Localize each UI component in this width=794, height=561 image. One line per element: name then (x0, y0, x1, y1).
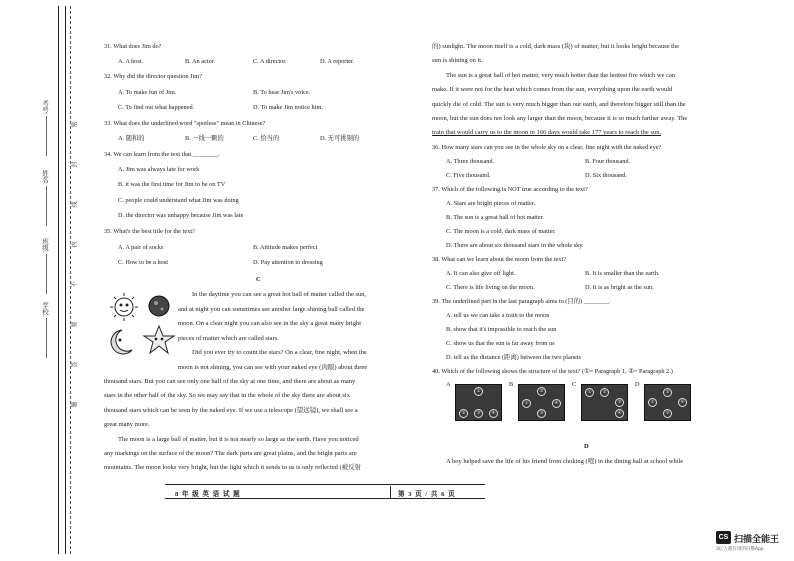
option: B. it was the first time for Jim to be on TV (118, 181, 226, 188)
sun-icon (110, 293, 138, 321)
option: D. There are about six thousand stars in the whole sky. (446, 242, 584, 249)
option: A. tell us we can take a train to the moon (446, 312, 550, 319)
option: D. To make Jim notice him. (253, 104, 323, 111)
name-blank (46, 186, 47, 226)
passage-line: great many more. (104, 421, 150, 428)
seal-char: 题 (72, 401, 79, 408)
footer-rule-bottom (165, 498, 485, 499)
option-label: C (572, 381, 577, 388)
option: A. It can also give off light. (446, 270, 516, 277)
exam-number-label: 考号: (41, 100, 48, 115)
scanner-tagline: 3亿人都在用的扫描App (716, 547, 764, 552)
passage-line: moon is not shining, you can see with your naked eye (肉眼) about three (178, 364, 368, 371)
option: A. A pair of socks (118, 244, 164, 251)
question-stem: 37. Which of the following is NOT true according to the text? (432, 186, 588, 193)
option: C. To find out what happened. (118, 104, 195, 111)
school-blank (46, 318, 47, 358)
option: D. 无可挑剔的 (320, 135, 360, 142)
option: C. There is life living on the moon. (446, 284, 535, 291)
question-stem: 31. What does Jim do? (104, 43, 162, 50)
seal-char: 答 (72, 361, 79, 368)
section-heading: D (584, 443, 589, 450)
section-heading: C (256, 276, 261, 283)
passage-line: moon. On a clear night you can also see in the sky a great many bright (178, 320, 362, 327)
passage-line: In the daytime you can see a great hot ball of matter called the sun, (192, 291, 367, 298)
option: D. It is as bright as the sun. (585, 284, 654, 291)
option: C. 恰当的 (253, 135, 280, 142)
star-icon (144, 326, 174, 353)
footer-page-number: 第 3 页 / 共 6 页 (398, 491, 456, 498)
passage-line: moon, but the sun does not look any larger than the moon, because it is so much farther away. The (432, 115, 688, 122)
question-stem: 33. What does the underlined word "spotless" mean in Chinese? (104, 120, 266, 127)
option: C. people could understand what Jim was doing (118, 197, 239, 204)
option: B. show that it's impossible to reach the sun (446, 326, 557, 333)
passage-line: stars in the other half of the sky. So we may say that in the whole of the sky there are about six (104, 392, 350, 399)
question-stem: 35. What's the best title for the text? (104, 228, 195, 235)
option: C. A director. (253, 58, 287, 65)
passage-line: pieces of matter which are called stars. (178, 335, 279, 342)
seal-char: 线 (72, 201, 79, 208)
structure-diagram-d: ① ② ③ ④ (644, 384, 691, 421)
sun-moon-stars-illustration (104, 290, 184, 360)
passage-line: sun is shining on it. (432, 57, 483, 64)
seal-char: 封 (72, 161, 79, 168)
footer-rule-top (165, 484, 485, 485)
seal-char: 密 (72, 121, 79, 128)
passage-line: Did you ever try to count the stars? On a clear, fine night, when the (192, 349, 367, 356)
passage-line: A boy helped save the life of his friend from choking (噎) in the dining hall at school while (446, 458, 684, 465)
number-blank (46, 116, 47, 156)
option: D. the director was unhappy because Jim was late (118, 212, 244, 219)
question-stem: 32. Why did the director question Jim? (104, 73, 202, 80)
scanner-app-name: 扫描全能王 (734, 535, 780, 545)
option: B. 一线一颗的 (185, 135, 224, 142)
option: B. Attitude makes perfect (253, 244, 318, 251)
school-label: 学校: (41, 302, 48, 317)
option: A. Stars are bright pieces of matter. (446, 200, 536, 207)
option: A. Three thousand. (446, 158, 495, 165)
option: C. show us that the sun is far away from us (446, 340, 555, 347)
structure-diagram-b: ① ② ③ ④ (518, 384, 565, 421)
option: D. tell us the distance (距离) between the two planets (446, 354, 581, 361)
option: D. Six thousand. (585, 172, 627, 179)
option-label: B (509, 381, 514, 388)
option: D. A reporter. (320, 58, 355, 65)
option: D. Pay attention to dressing (253, 259, 323, 266)
question-stem: 40. Which of the following shows the structure of the text? (①= Paragraph 1, ②= Paragraph 2.) (432, 368, 673, 375)
passage-line: make. If it were not for the heat which comes from the sun, everything upon the earth would (432, 86, 673, 93)
option: B. To hear Jim's voice. (253, 89, 311, 96)
question-stem: 34. We can learn from the text that ________. (104, 151, 220, 158)
option: C. The moon is a cold, dark mass of matter. (446, 228, 556, 235)
moon-icon (111, 330, 132, 354)
passage-line: quickly die of cold. The sun is very much bigger than our earth, and therefore bigger still than the (432, 101, 686, 108)
option: B. An actor. (185, 58, 216, 65)
option: C. How to be a host (118, 259, 169, 266)
structure-diagram-a: ① ② ③ ④ (455, 384, 502, 421)
footer-divider (390, 486, 391, 498)
class-blank (46, 254, 47, 294)
passage-line: thousand stars. But you can see only one half of the sky at one time, and there are about as many (104, 378, 356, 385)
footer-grade-subject: 8 年 级 英 语 试 题 (175, 491, 241, 498)
option: A. Jim was always late for work (118, 166, 200, 173)
option: A. To make fun of Jim. (118, 89, 177, 96)
scanner-logo-icon: CS (716, 531, 731, 544)
passage-line: The moon is a large ball of matter, but it is not nearly so large as the earth. Have you noticed (118, 436, 359, 443)
option-label: A (446, 381, 451, 388)
option: A. A host. (118, 58, 144, 65)
name-label: 姓名: (41, 170, 48, 185)
planet-icon (149, 296, 169, 316)
option: A. 随和的 (118, 135, 145, 142)
passage-line: thousand stars which can be seen by the naked eye. If we use a telescope (望远镜), we shall see a (104, 407, 358, 414)
option-label: D (635, 381, 640, 388)
seal-char: 不 (72, 281, 79, 288)
passage-line: and at night you can sometimes see another large shining ball called the (178, 306, 365, 313)
question-stem: 39. The underlined part in the last paragraph aims to (目的) ________. (432, 298, 611, 305)
passage-line: The sun is a great ball of hot matter, very much hotter than the hottest fire which we can (446, 72, 676, 79)
option: B. Four thousand. (585, 158, 631, 165)
seal-char: 内 (72, 241, 79, 248)
option: B. It is smaller than the earth. (585, 270, 660, 277)
question-stem: 36. How many stars can you see in the whole sky on a clear, fine night with the naked eye? (432, 144, 662, 151)
question-stem: 38. What can we learn about the moon from the text? (432, 256, 566, 263)
option: C. Five thousand. (446, 172, 491, 179)
underlined-passage-line: train that would carry us to the moon in 166 days would take 177 years to reach the sun. (432, 129, 662, 136)
passage-line: 的) sunlight. The moon itself is a cold, dark mass (块) of matter, but it looks bright because the (432, 43, 680, 50)
structure-diagram-c: ① ② ③ ④ (581, 384, 628, 421)
option: B. The sun is a great ball of hot matter. (446, 214, 544, 221)
passage-line: any markings on the surface of the moon? The dark parts are great plains, and the bright parts are (104, 450, 357, 457)
passage-line: mountains. The moon looks very bright, but the light which it sends to us is only reflected (被反射 (104, 464, 362, 471)
class-label: 班级: (41, 238, 48, 253)
seal-char: 要 (72, 321, 79, 328)
